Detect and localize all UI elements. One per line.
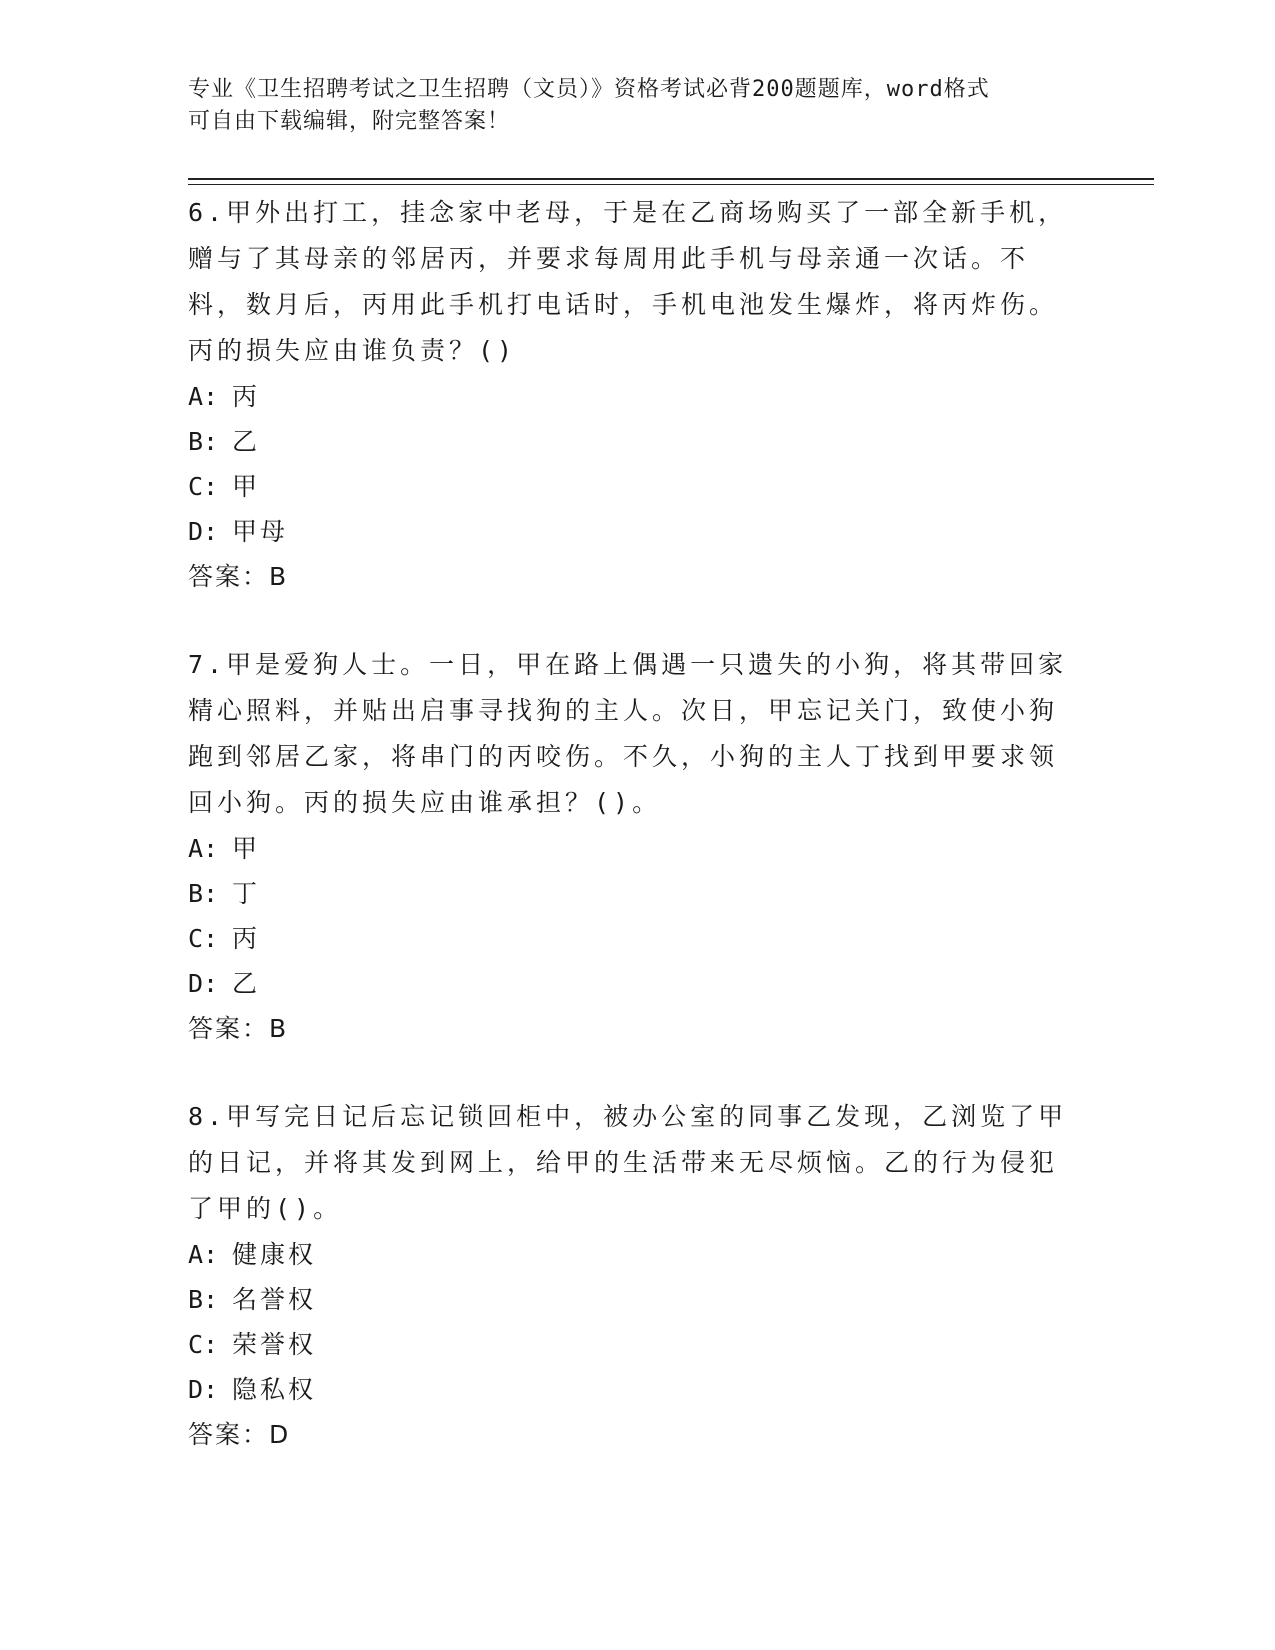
question-8: [188, 1094, 1068, 1458]
option-c: [188, 1322, 1068, 1367]
option-text: 健康权: [232, 1240, 317, 1269]
option-letter: D:: [188, 1375, 219, 1404]
header-line-2: 可自由下载编辑，附完整答案！: [188, 109, 511, 134]
question-text: 8.甲写完日记后忘记锁回柜中，被办公室的同事乙发现，乙浏览了甲的日记，并将其发到网上，给甲的生活带来无尽烦恼。乙的行为侵犯了甲的()。: [188, 1102, 1068, 1223]
answer: 答案：B: [188, 562, 289, 591]
option-letter: C:: [188, 924, 219, 953]
option-b: [188, 1277, 1068, 1322]
option-letter: B:: [188, 879, 219, 908]
option-text: 甲: [232, 834, 261, 863]
option-letter: A:: [188, 834, 219, 863]
document-header: [188, 74, 1068, 138]
question-list: [188, 190, 1068, 1500]
option-text: 乙: [232, 427, 261, 456]
option-letter: B:: [188, 1285, 219, 1314]
option-text: 丁: [232, 879, 261, 908]
option-a: [188, 826, 1068, 871]
option-letter: B:: [188, 427, 219, 456]
option-c: [188, 464, 1068, 509]
header-line-1: 专业《卫生招聘考试之卫生招聘（文员）》资格考试必背200题题库，word格式: [188, 77, 990, 102]
question-6: [188, 190, 1068, 600]
option-text: 丙: [232, 382, 261, 411]
option-text: 荣誉权: [232, 1330, 317, 1359]
option-letter: D:: [188, 969, 219, 998]
option-text: 名誉权: [232, 1285, 317, 1314]
option-text: 丙: [232, 924, 261, 953]
option-text: 乙: [232, 969, 261, 998]
option-text: 隐私权: [232, 1375, 317, 1404]
answer: 答案：D: [188, 1420, 291, 1449]
option-d: [188, 509, 1068, 554]
option-b: [188, 419, 1068, 464]
option-letter: A:: [188, 382, 219, 411]
option-d: [188, 1367, 1068, 1412]
option-d: [188, 961, 1068, 1006]
header-divider-thick: [188, 178, 1154, 180]
question-7: [188, 642, 1068, 1052]
option-text: 甲: [232, 472, 261, 501]
option-c: [188, 916, 1068, 961]
option-letter: C:: [188, 472, 219, 501]
answer: 答案：B: [188, 1014, 289, 1043]
option-a: [188, 1232, 1068, 1277]
option-letter: C:: [188, 1330, 219, 1359]
option-letter: D:: [188, 517, 219, 546]
option-b: [188, 871, 1068, 916]
header-divider-thin: [188, 184, 1154, 185]
option-a: [188, 374, 1068, 419]
question-text: 7.甲是爱狗人士。一日，甲在路上偶遇一只遗失的小狗，将其带回家精心照料，并贴出启事寻找狗的主人。次日，甲忘记关门，致使小狗跑到邻居乙家，将串门的丙咬伤。不久，小狗的主人丁找到甲要求领回小狗。丙的损失应由谁承担？()。: [188, 650, 1068, 817]
option-letter: A:: [188, 1240, 219, 1269]
option-text: 甲母: [232, 517, 289, 546]
question-text: 6.甲外出打工，挂念家中老母，于是在乙商场购买了一部全新手机，赠与了其母亲的邻居丙，并要求每周用此手机与母亲通一次话。不料，数月后，丙用此手机打电话时，手机电池发生爆炸，将丙炸伤。丙的损失应由谁负责？(): [188, 198, 1068, 365]
